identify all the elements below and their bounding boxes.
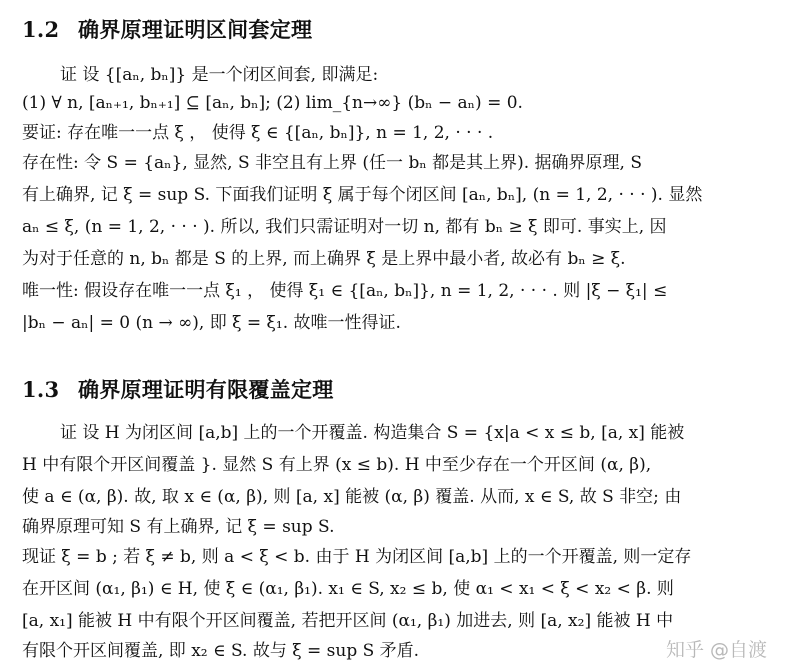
section-number: 1.3 <box>22 377 60 402</box>
proof-line: 确界原理可知 S 有上确界, 记 ξ = sup S. <box>22 517 335 537</box>
proof-line: 证 设 H 为闭区间 [a,b] 上的一个开覆盖. 构造集合 S = {x|a < x ≤ b, [a, x] 能被 <box>60 423 685 443</box>
proof-line: [a, x₁] 能被 H 中有限个开区间覆盖, 若把开区间 (α₁, β₁) 加进去, 则 [a, x₂] 能被 H 中 <box>22 611 674 631</box>
proof-line: 证 设 {[aₙ, bₙ]} 是一个闭区间套, 即满足: <box>60 65 379 85</box>
proof-line: 使 a ∈ (α, β). 故, 取 x ∈ (α, β), 则 [a, x] 能被 (α, β) 覆盖. 从而, x ∈ S, 故 S 非空; 由 <box>22 487 682 507</box>
section-number: 1.2 <box>22 17 60 42</box>
proof-line: 为对于任意的 n, bₙ 都是 S 的上界, 而上确界 ξ 是上界中最小者, 故必有 bₙ ≥ ξ. <box>22 249 626 269</box>
proof-line: aₙ ≤ ξ, (n = 1, 2, · · · ). 所以, 我们只需证明对一切 n, 都有 bₙ ≥ ξ 即可. 事实上, 因 <box>22 217 667 237</box>
proof-line: 有上确界, 记 ξ = sup S. 下面我们证明 ξ 属于每个闭区间 [aₙ, bₙ], (n = 1, 2, · · · ). 显然 <box>22 185 703 205</box>
proof-line: 现证 ξ = b ; 若 ξ ≠ b, 则 a < ξ < b. 由于 H 为闭区间 [a,b] 上的一个开覆盖, 则一定存 <box>22 547 692 567</box>
proof-line: 在开区间 (α₁, β₁) ∈ H, 使 ξ ∈ (α₁, β₁). x₁ ∈ S, x₂ ≤ b, 使 α₁ < x₁ < ξ < x₂ < β. 则 <box>22 579 674 599</box>
proof-line: 唯一性: 假设存在唯一一点 ξ₁ ， 使得 ξ₁ ∈ {[aₙ, bₙ]}, n = 1, 2, · · · . 则 |ξ − ξ₁| ≤ <box>22 281 668 301</box>
watermark: 知乎 @自渡 <box>665 639 767 661</box>
proof-line: 存在性: 令 S = {aₙ}, 显然, S 非空且有上界 (任一 bₙ 都是其上界). 据确界原理, S <box>22 153 642 173</box>
section-title: 确界原理证明有限覆盖定理 <box>78 377 334 402</box>
proof-line: 有限个开区间覆盖, 即 x₂ ∈ S. 故与 ξ = sup S 矛盾. <box>22 641 420 661</box>
proof-line: |bₙ − aₙ| = 0 (n → ∞), 即 ξ = ξ₁. 故唯一性得证. <box>22 313 401 333</box>
proof-line: (1) ∀ n, [aₙ₊₁, bₙ₊₁] ⊆ [aₙ, bₙ]; (2) lim_{n→∞} (bₙ − aₙ) = 0. <box>22 93 523 113</box>
section-heading-1-3 <box>22 374 334 404</box>
proof-line: H 中有限个开区间覆盖 }. 显然 S 有上界 (x ≤ b). H 中至少存在一个开区间 (α, β), <box>22 455 652 475</box>
proof-line: 要证: 存在唯一一点 ξ ， 使得 ξ ∈ {[aₙ, bₙ]}, n = 1, 2, · · · . <box>22 123 494 143</box>
section-title: 确界原理证明区间套定理 <box>78 17 313 42</box>
section-heading-1-2 <box>22 14 312 44</box>
